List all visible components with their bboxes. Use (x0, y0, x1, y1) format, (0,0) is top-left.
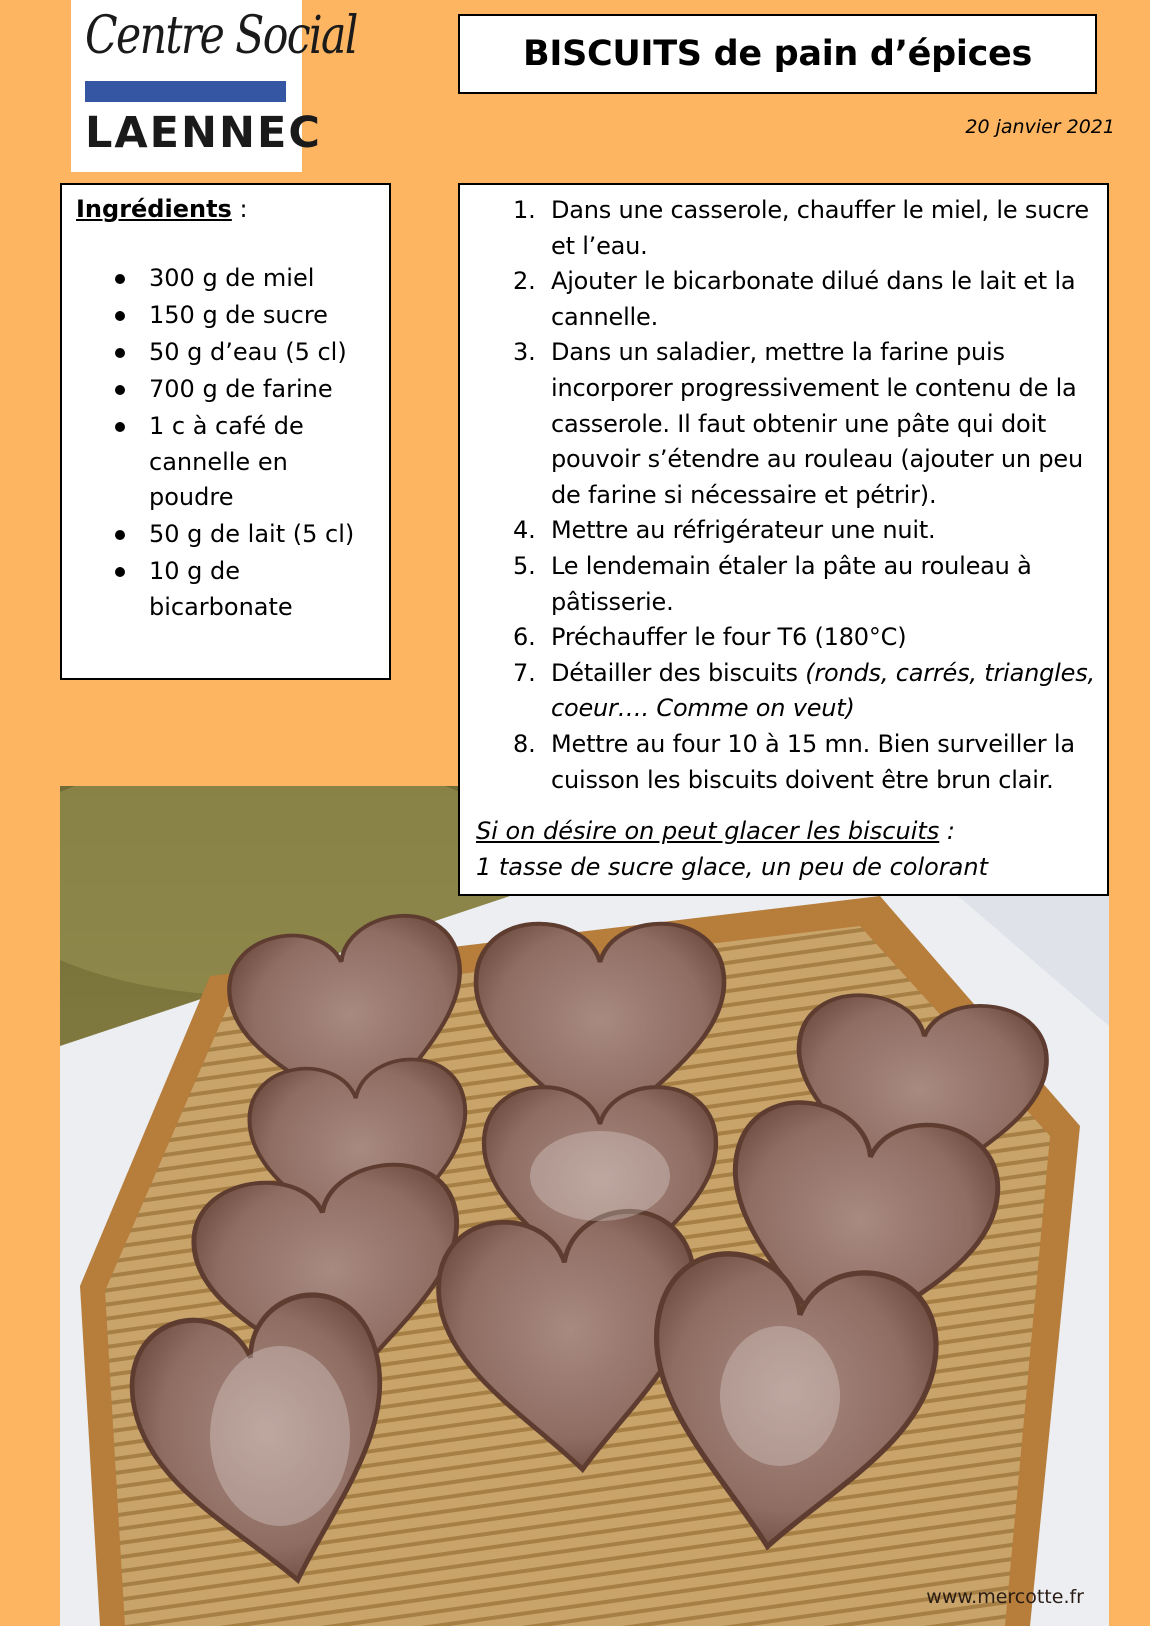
ingredient-item: 50 g d’eau (5 cl) (149, 335, 375, 371)
step-text: Mettre au four 10 à 15 mn. Bien surveiller la cuisson les biscuits doivent être brun clair. (551, 729, 1075, 794)
step-italic-text: (ronds, carrés, triangles, coeur…. Comme on veut) (551, 658, 1095, 723)
ingredients-box (60, 183, 391, 680)
step-item (513, 620, 1097, 656)
ingredient-item: 10 g de bicarbonate (149, 554, 375, 625)
ingredient-item: 700 g de farine (149, 372, 375, 408)
step-number: 3. (513, 338, 536, 367)
step-text: Mettre au réfrigérateur une nuit. (551, 516, 936, 545)
centre-social-logo (71, 0, 357, 172)
biscuits-photo-image (60, 786, 1109, 1626)
glaze-note-suffix: : (939, 817, 956, 846)
step-number: 8. (513, 729, 536, 758)
recipe-date: 20 janvier 2021 (965, 116, 1115, 138)
steps-list (476, 193, 1097, 798)
step-number: 6. (513, 623, 536, 652)
photo-credit: www.mercotte.fr (926, 1586, 1084, 1608)
step-number: 4. (513, 516, 536, 545)
step-text: Le lendemain étaler la pâte au rouleau à pâtisserie. (551, 551, 1032, 616)
title-box (458, 14, 1097, 94)
ingredients-list (76, 261, 375, 625)
page-title: BISCUITS de pain d’épices (522, 34, 1032, 74)
step-number: 1. (513, 196, 536, 224)
glaze-note-heading: Si on désire on peut glacer les biscuits (476, 817, 940, 846)
step-item (513, 513, 1097, 549)
logo-script-text: Centre Social (85, 6, 357, 66)
logo-blue-bar (85, 81, 286, 102)
step-text: Ajouter le bicarbonate dilué dans le lait et la cannelle. (551, 267, 1076, 331)
step-number: 5. (513, 551, 536, 580)
biscuits-photo (60, 786, 1109, 1626)
glaze-note (476, 814, 1097, 885)
step-item (513, 727, 1097, 798)
step-text: Dans une casserole, chauffer le miel, le sucre et l’eau. (551, 196, 1089, 260)
glaze-note-heading-line (476, 814, 1097, 850)
step-text: Dans un saladier, mettre la farine puis incorporer progressivement le contenu de la casserole. Il faut obtenir une pâte qui doit pouvoir s’étendre au rouleau (ajouter un peu de farine si nécessaire et pétrir). (551, 338, 1083, 509)
steps-box (458, 183, 1109, 896)
step-item (513, 264, 1097, 335)
ingredients-heading (76, 191, 375, 227)
logo-brand-text: LAENNEC (85, 108, 322, 158)
step-number: 2. (513, 267, 536, 296)
ingredient-item: 150 g de sucre (149, 298, 375, 334)
step-item (513, 335, 1097, 513)
step-number: 7. (513, 658, 536, 687)
step-item (513, 549, 1097, 620)
ingredient-item: 1 c à café de cannelle en poudre (149, 409, 375, 516)
ingredients-heading-suffix: : (231, 195, 248, 223)
glaze-note-line: 1 tasse de sucre glace, un peu de colorant (476, 852, 988, 881)
ingredient-item: 50 g de lait (5 cl) (149, 517, 375, 553)
step-item (513, 656, 1097, 727)
ingredient-item: 300 g de miel (149, 261, 375, 297)
step-item (513, 193, 1097, 264)
ingredients-heading-label: Ingrédients (76, 195, 232, 223)
step-text: Préchauffer le four T6 (180°C) (551, 623, 907, 652)
step-text: Détailler des biscuits (551, 658, 806, 687)
